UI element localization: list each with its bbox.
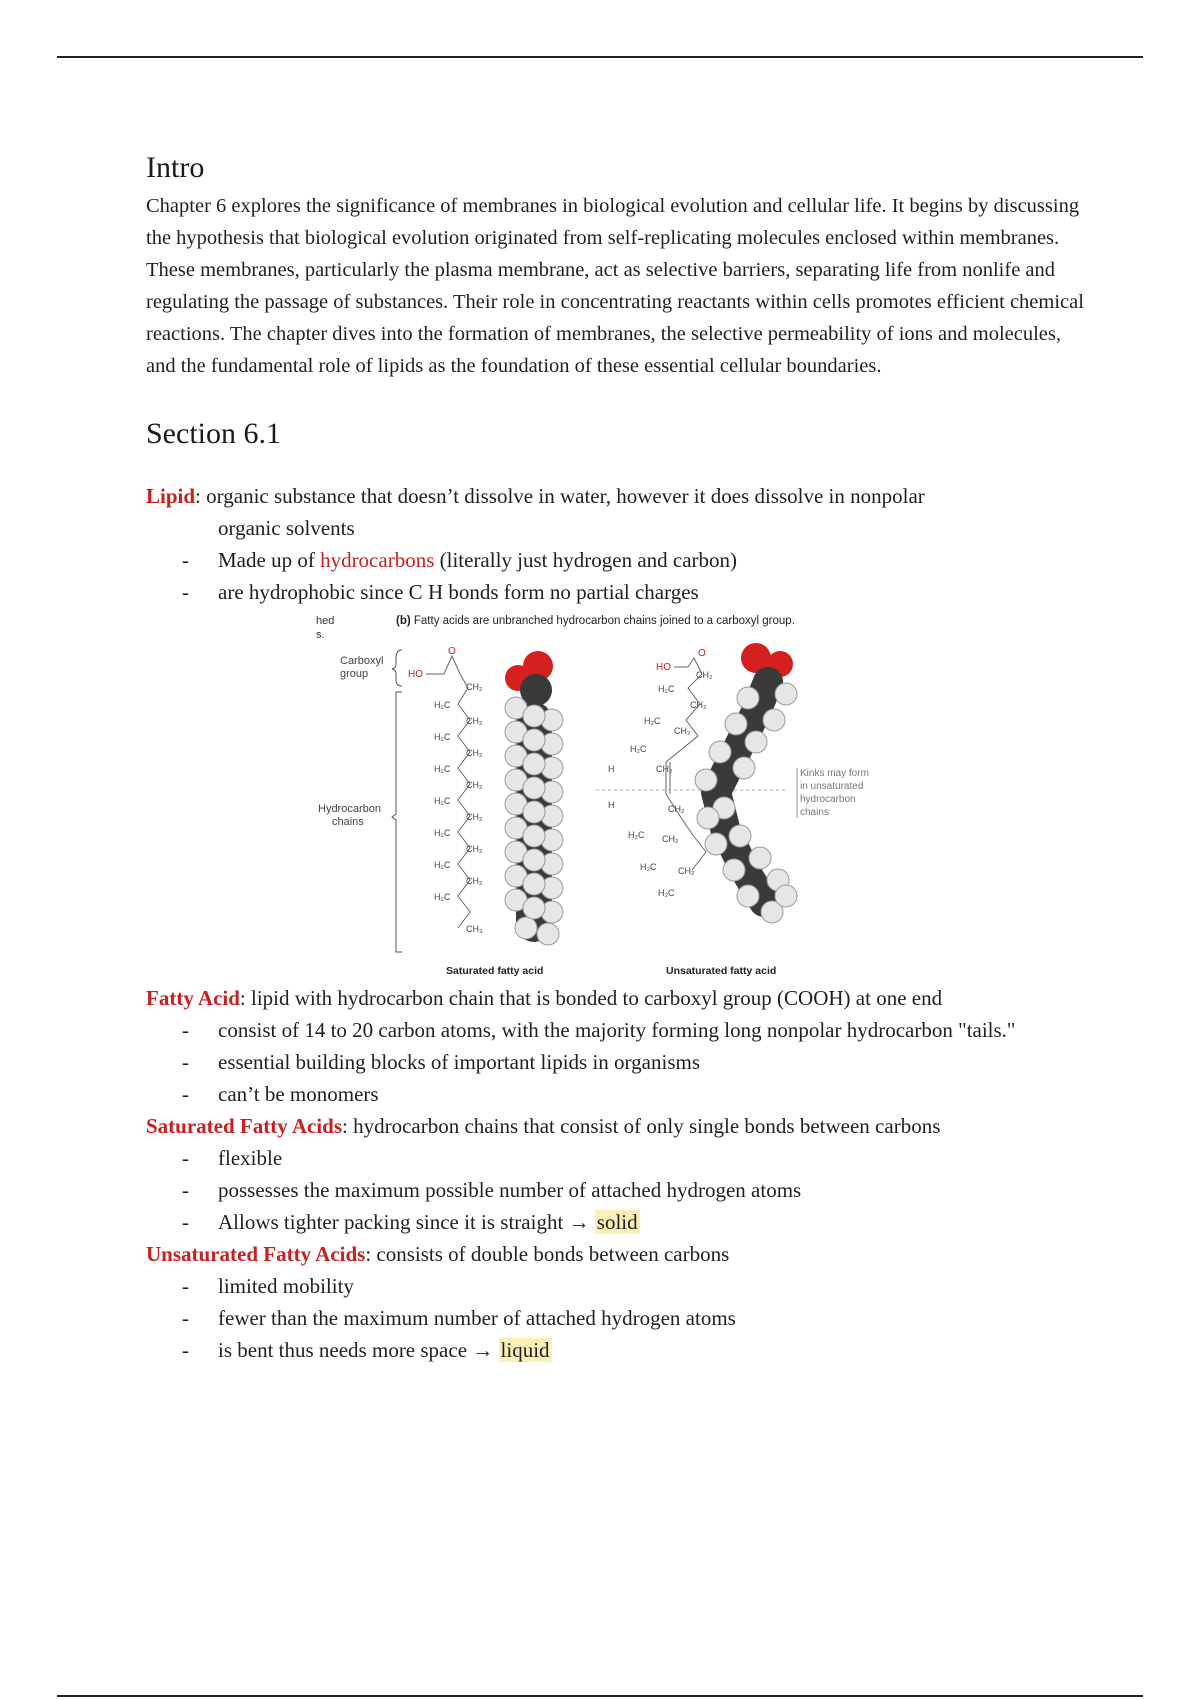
svg-text:CH₂: CH₂ — [466, 748, 483, 758]
svg-text:Hydrocarbon: Hydrocarbon — [318, 803, 381, 815]
svg-text:CH₂: CH₂ — [466, 716, 483, 726]
svg-text:CH₂: CH₂ — [656, 764, 673, 774]
list-item: - flexible — [146, 1142, 1086, 1174]
svg-text:CH₂: CH₂ — [674, 726, 691, 736]
saturated-label: Saturated fatty acid — [446, 965, 544, 977]
lipid-bullets — [146, 544, 1086, 608]
list-item: - fewer than the maximum number of attached hydrogen atoms — [146, 1302, 1086, 1334]
fatty-acid-diagram — [316, 612, 916, 982]
svg-text:CH₂: CH₂ — [690, 700, 707, 710]
svg-text:Kinks may form: Kinks may form — [800, 768, 869, 779]
list-item: - can’t be monomers — [146, 1078, 1086, 1110]
svg-text:O: O — [448, 646, 456, 657]
list-item: - possesses the maximum possible number of attached hydrogen atoms — [146, 1174, 1086, 1206]
svg-text:H₂C: H₂C — [640, 862, 657, 872]
saturated-bullets — [146, 1142, 1086, 1238]
svg-text:chains: chains — [800, 807, 829, 818]
list-item: - limited mobility — [146, 1270, 1086, 1302]
fatty-acid-bullets — [146, 1014, 1086, 1110]
list-item: - is bent thus needs more space → liquid — [146, 1334, 1086, 1366]
unsaturated-term: Unsaturated Fatty Acids — [146, 1242, 366, 1266]
list-item: - essential building blocks of important lipids in organisms — [146, 1046, 1086, 1078]
top-rule — [57, 56, 1143, 58]
section-heading: Section 6.1 — [146, 417, 281, 450]
svg-text:HO: HO — [408, 669, 423, 680]
saturated-term: Saturated Fatty Acids — [146, 1114, 342, 1138]
lipid-term: Lipid — [146, 484, 196, 508]
svg-text:H₂C: H₂C — [434, 860, 451, 870]
list-item: - Allows tighter packing since it is straight → solid — [146, 1206, 1086, 1238]
svg-text:H₂C: H₂C — [658, 888, 675, 898]
list-item: - consist of 14 to 20 carbon atoms, with the majority forming long nonpolar hydrocarbon "tails." — [146, 1014, 1086, 1046]
svg-text:H₂C: H₂C — [630, 744, 647, 754]
svg-text:CH₂: CH₂ — [466, 876, 483, 886]
bottom-rule — [57, 1695, 1143, 1697]
hydrocarbons-term: hydrocarbons — [320, 548, 435, 572]
intro-paragraph: Chapter 6 explores the significance of membranes in biological evolution and cellular life. It begins by discussing the hypothesis that biological evolution originated from self-replicating molecules enclosed within membranes. These membranes, particularly the plasma membrane, act as selective barriers, separating life from nonlife and regulating the passage of substances. Their role in concentrating reactants within cells promotes efficient chemical reactions. The chapter dives into the formation of membranes, the selective permeability of ions and molecules, and the fundamental role of lipids as the foundation of these essential cellular boundaries. — [146, 195, 1084, 377]
list-item: - Made up of hydrocarbons (literally just hydrogen and carbon) — [146, 544, 1086, 576]
svg-text:CH₂: CH₂ — [678, 866, 695, 876]
unsaturated-definition: Unsaturated Fatty Acids: consists of double bonds between carbons — [146, 1242, 730, 1266]
list-item: - are hydrophobic since C H bonds form no partial charges — [146, 576, 1086, 608]
fatty-acid-figure — [316, 612, 916, 982]
fatty-acid-definition: Fatty Acid: lipid with hydrocarbon chain that is bonded to carboxyl group (COOH) at one end — [146, 986, 943, 1010]
svg-text:CH₂: CH₂ — [466, 682, 483, 692]
svg-text:HO: HO — [656, 662, 671, 673]
unsaturated-label: Unsaturated fatty acid — [666, 965, 777, 977]
svg-text:CH₂: CH₂ — [668, 804, 685, 814]
unsaturated-bullets — [146, 1270, 1086, 1366]
svg-text:Carboxyl: Carboxyl — [340, 655, 384, 667]
lipid-definition-cont: organic solvents — [218, 516, 355, 540]
svg-text:H₂C: H₂C — [434, 700, 451, 710]
fatty-acid-term: Fatty Acid — [146, 986, 240, 1010]
page-content — [146, 150, 1086, 1366]
svg-text:O: O — [698, 648, 706, 659]
svg-text:H₂C: H₂C — [434, 796, 451, 806]
svg-text:CH₂: CH₂ — [696, 670, 713, 680]
fig-crop-text: hed — [316, 615, 335, 627]
svg-text:H: H — [608, 800, 615, 810]
svg-text:H₂C: H₂C — [434, 892, 451, 902]
svg-text:group: group — [340, 668, 369, 680]
svg-text:CH₂: CH₂ — [466, 844, 483, 854]
svg-text:(b) Fatty acids are unbranched: (b) Fatty acids are unbranched hydrocarbon chains joined to a carboxyl group. — [396, 615, 795, 627]
svg-text:in unsaturated: in unsaturated — [800, 781, 864, 792]
liquid-highlight: liquid — [500, 1338, 550, 1362]
svg-text:H₂C: H₂C — [658, 684, 675, 694]
svg-text:H₂C: H₂C — [628, 830, 645, 840]
svg-text:H₂C: H₂C — [434, 732, 451, 742]
svg-text:hydrocarbon: hydrocarbon — [800, 794, 856, 805]
intro-heading: Intro — [146, 151, 205, 184]
svg-text:H₂C: H₂C — [644, 716, 661, 726]
svg-text:CH₃: CH₃ — [466, 924, 483, 934]
svg-text:H₂C: H₂C — [434, 764, 451, 774]
saturated-definition: Saturated Fatty Acids: hydrocarbon chains that consist of only single bonds between carbons — [146, 1114, 941, 1138]
solid-highlight: solid — [596, 1210, 638, 1234]
svg-text:s.: s. — [316, 629, 325, 641]
svg-text:CH₂: CH₂ — [466, 780, 483, 790]
svg-text:H₂C: H₂C — [434, 828, 451, 838]
lipid-definition: Lipid: organic substance that doesn’t dissolve in water, however it does dissolve in nonpolar — [146, 484, 925, 508]
svg-text:CH₂: CH₂ — [662, 834, 679, 844]
svg-text:chains: chains — [332, 816, 364, 828]
svg-text:H: H — [608, 764, 615, 774]
svg-text:CH₂: CH₂ — [466, 812, 483, 822]
